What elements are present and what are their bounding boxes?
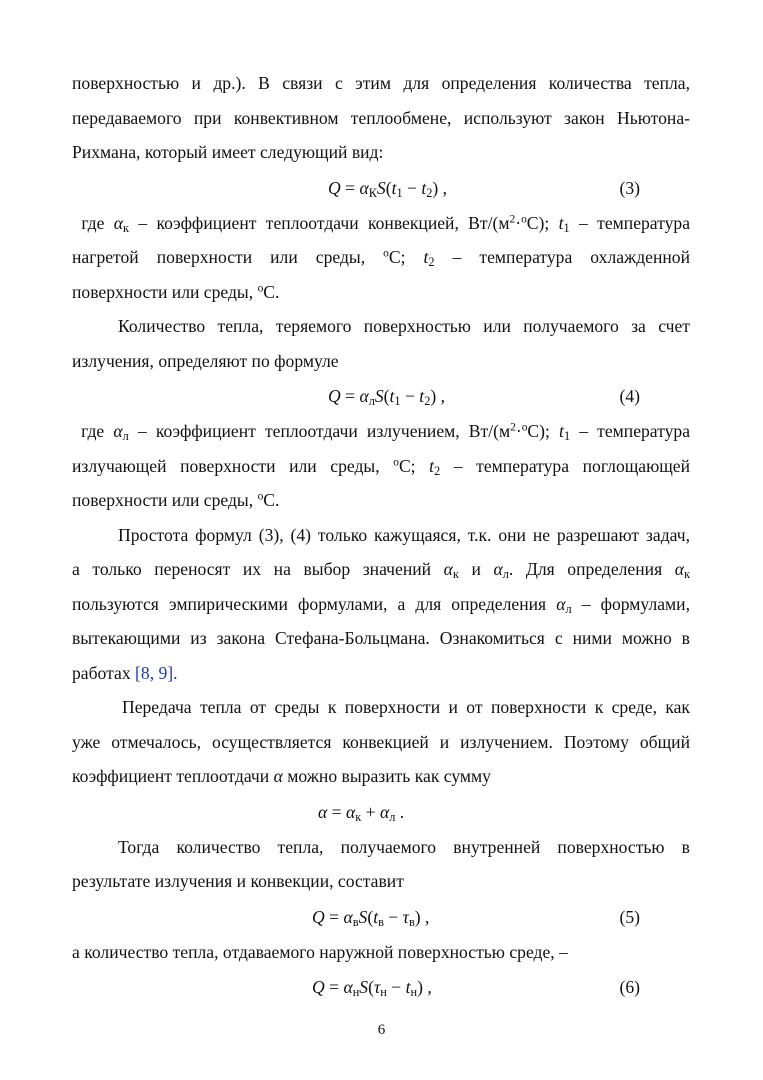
text-line: Тогда количество тепла, получаемого внутренней поверхностью в bbox=[118, 836, 690, 857]
text-line: коэффициент теплоотдачи α можно выразить как сумму bbox=[72, 766, 491, 786]
text-line: работах [8, 9]. bbox=[72, 662, 178, 683]
text-line: уже отмечалось, осуществляется конвекцией и излучением. Поэтому общий bbox=[72, 731, 690, 752]
page-number: 6 bbox=[377, 1022, 386, 1038]
formula-5: $Q = \alpha_вS(t_в - \tau_в)$ , (5) bbox=[72, 899, 690, 935]
formula-3: $Q = \alpha_КS(t_1 - t_2)$ , (3) bbox=[72, 170, 690, 206]
page-body bbox=[72, 66, 690, 1005]
formula-number: (6) bbox=[619, 977, 640, 997]
text-line: поверхности или среды, $^o$С. bbox=[72, 281, 280, 302]
text-line: пользуются эмпирическими формулами, а для определения $\alpha_л$ – формулами, bbox=[72, 593, 690, 616]
sum-formula: $\alpha = \alpha_к + \alpha_л$ . bbox=[318, 801, 405, 824]
text-line: а количество тепла, отдаваемого наружной поверхностью среде, – bbox=[72, 941, 568, 962]
text-line: Количество тепла, теряемого поверхностью или получаемого за счет bbox=[118, 316, 690, 336]
text-line: поверхности или среды, $^o$С. bbox=[72, 490, 280, 510]
text-line: Передача тепла от среды к поверхности и от поверхности к среде, как bbox=[122, 697, 690, 717]
text-line: излучения, определяют по формуле bbox=[72, 350, 339, 371]
formula-6: $Q = \alpha_нS(\tau_н - t_н)$ , (6) bbox=[72, 969, 690, 1005]
text-line: где $\alpha_л$ – коэффициент теплоотдачи излучением, $Вт/(м^2\cdot^oС)$; $t_1$ – температура bbox=[81, 421, 691, 444]
formula-number: (3) bbox=[619, 177, 640, 198]
text-line: Простота формул (3), (4) только кажущаяся, т.к. они не разрешают задач, bbox=[118, 524, 690, 545]
formula-number: (4) bbox=[619, 386, 640, 406]
text-line: вытекающими из закона Стефана-Больцмана. Ознакомиться с ними можно в bbox=[72, 628, 690, 648]
text-line: нагретой поверхности или среды, $^o$С; $t_2$ – температура охлажденной bbox=[72, 247, 691, 270]
text-line: где $\alpha_к$ – коэффициент теплоотдачи конвекцией, $Вт/(м^2\cdot^oС)$; $t_1$ – температура bbox=[81, 212, 691, 235]
formula-4: $Q = \alpha_лS(t_1 - t_2)$ , (4) bbox=[72, 378, 690, 414]
text-line: Рихмана, который имеет следующий вид: bbox=[72, 142, 384, 162]
text-line: излучающей поверхности или среды, $^o$С; $t_2$ – температура поглощающей bbox=[72, 455, 691, 478]
text-line: а только переносят их на выбор значений $\alpha_к$ и $\alpha_л$. Для определения $\alpha_к$ bbox=[72, 559, 690, 582]
text-line: передаваемого при конвективном теплообмене, используют закон Ньютона- bbox=[72, 107, 690, 128]
reference-link[interactable]: [8, 9] bbox=[135, 662, 174, 683]
text-line: поверхностью и др.). В связи с этим для определения количества тепла, bbox=[72, 73, 690, 93]
formula-number: (5) bbox=[619, 906, 640, 927]
text-line: результате излучения и конвекции, составит bbox=[72, 871, 404, 891]
